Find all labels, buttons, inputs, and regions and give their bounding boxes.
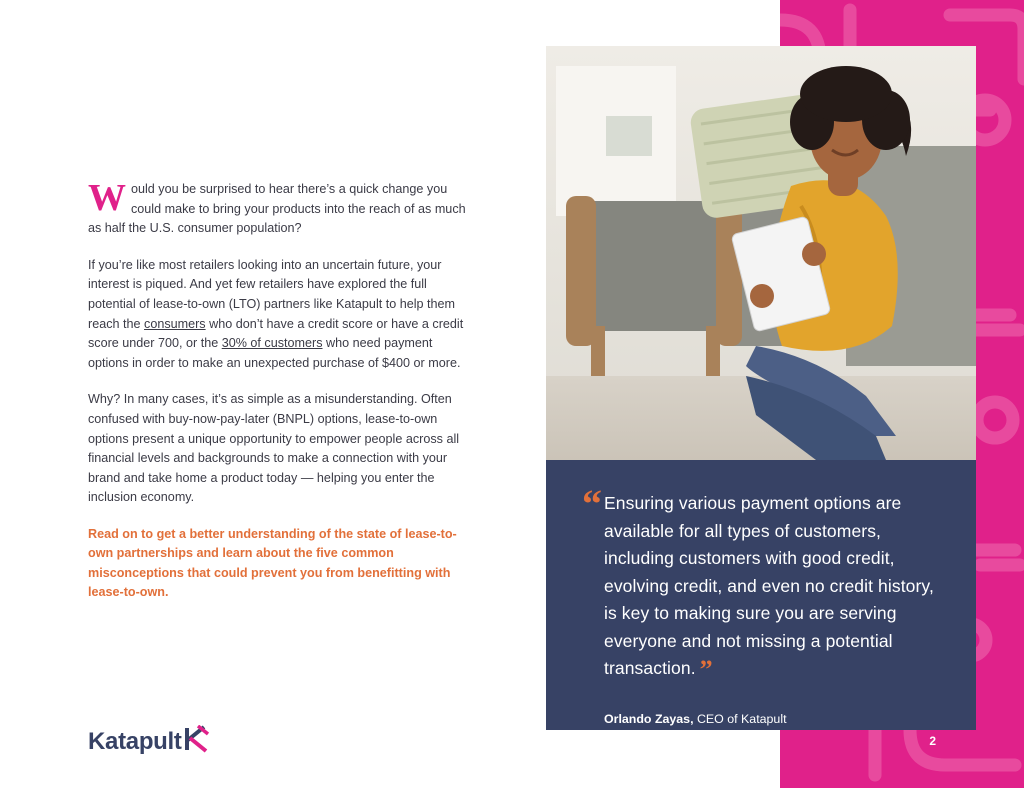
k-mark-icon (184, 725, 210, 758)
page-number: 2 (929, 734, 936, 748)
paragraph-two (88, 256, 470, 374)
paragraph-intro-text: ould you be surprised to hear there’s a quick change you could make to bring your products into the reach of as much as half the U.S. consumer population? (88, 182, 466, 236)
quote-author-role: CEO of Katapult (693, 711, 787, 726)
body-copy (88, 177, 470, 620)
quote-text: Ensuring various payment options are available for all types of customers, including customers with good credit, evolving credit, and even no credit history, is key to making sure you are serving everyone and not missing a potential transaction. (604, 493, 934, 678)
panel-bottom-white-block (730, 728, 760, 788)
link-consumers[interactable]: consumers (144, 316, 206, 331)
quote-text-block (604, 490, 942, 684)
brand-logo-text: Katapult (88, 727, 182, 755)
call-to-action-text: Read on to get a better understanding of the state of lease-to-own partnerships and learn about the five common misconceptions that could prevent you from benefitting with lease-to-own. (88, 526, 457, 600)
drop-cap: W (88, 177, 126, 219)
quote-close-mark: ” (699, 655, 713, 684)
photo-illustration (546, 46, 976, 460)
link-30-percent-of-customers[interactable]: 30% of customers (221, 336, 323, 351)
quote-author-name: Orlando Zayas, (604, 711, 694, 726)
paragraph-three: Why? In many cases, it’s as simple as a misunderstanding. Often confused with buy-now-pay-later (BNPL) options, lease-to-own options present a unique opportunity to empower people across all financial levels and backgrounds to make a connection with your brand and take home a product today — helping you enter the inclusion economy. (88, 392, 460, 505)
quote-open-mark: “ (582, 481, 602, 526)
paragraph-two-part-a: If you’re like most retailers looking into an uncertain future, your interest is piqued. And yet few retailers have explored the full potential of lease-to-own (LTO) partners like Katapult to help them reach the (88, 257, 456, 331)
paragraph-intro (88, 177, 470, 239)
paragraph-two-part-c: who need payment options in order to make an unexpected purchase of $400 or more. (88, 336, 461, 370)
paragraph-two-part-b: who don’t have a credit score or have a credit score under 700, or the (88, 316, 464, 351)
hero-photo (546, 46, 976, 460)
quote-attribution (604, 712, 942, 726)
brand-logo (88, 725, 210, 758)
pull-quote-card (546, 460, 976, 730)
